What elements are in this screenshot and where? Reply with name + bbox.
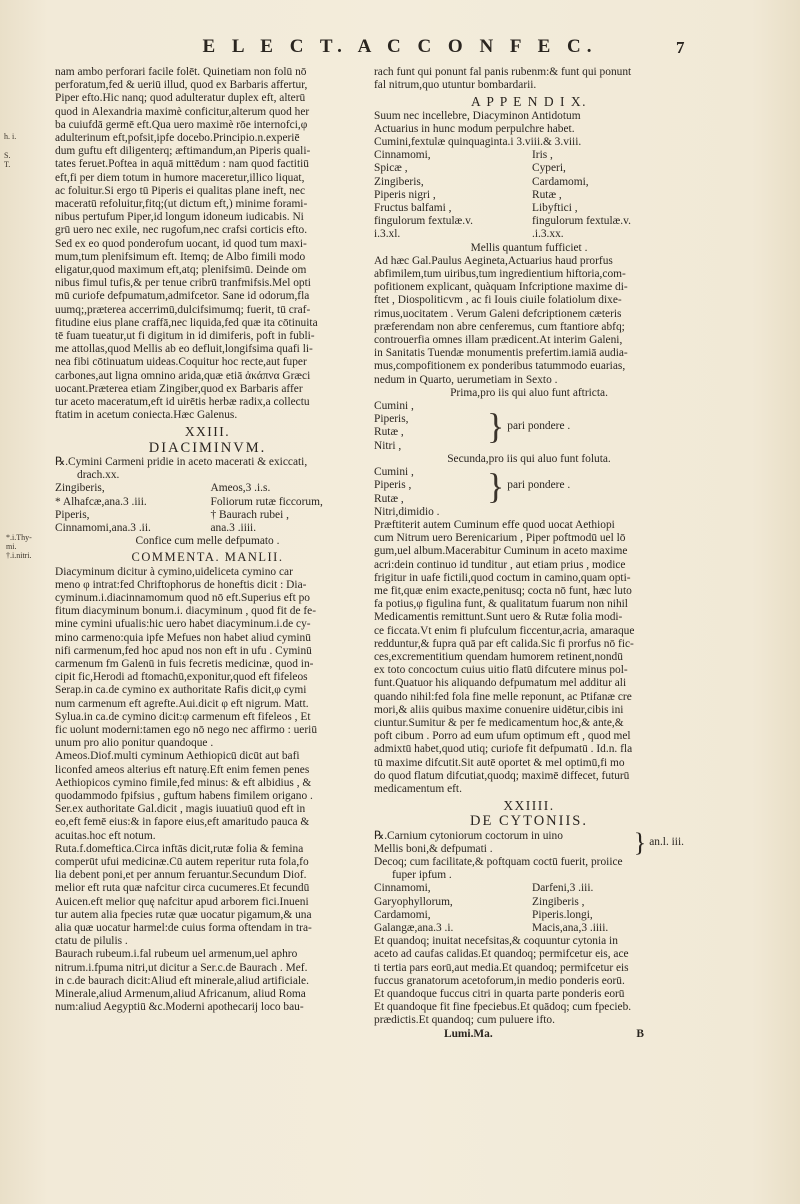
section-number-2: XXIIII. <box>503 798 555 814</box>
text-line: Sed ex eo quod ponderofum uocant, id quod tum maxi- <box>55 237 307 250</box>
section-number: XXIII. <box>184 424 231 440</box>
text-line: præferendam non abre cenferemus, cum ftantiore abfq; <box>374 320 625 333</box>
text-line: ba cuiufdā germē eft.Qua uero maximè rōe internofci,φ <box>55 118 308 131</box>
text-line: mū curiofe defpumatum,admifcetor. Sane id odorum,fla <box>55 290 310 303</box>
text-line: melior eft ruta quæ nafcitur circa cucumeres.Et fecundū <box>55 882 310 895</box>
text-line: num:aliud Aegyptiū &c.Moderni apothecarij loco bau- <box>55 1001 304 1014</box>
recipe-row-cell: Zingiberis, <box>374 175 424 188</box>
recipe-list <box>55 482 360 535</box>
text-line: acri:dein continuo id tunditur , aut etiam prius , modice <box>374 558 626 571</box>
recipe-row-cell: Cardamomi, <box>532 175 589 188</box>
text-line: nam ambo perforari facile folēt. Quinetiam non folū nō <box>55 66 307 78</box>
text-line: Medicamentis remittunt.Sunt uero & Rutæ folia modi- <box>374 611 623 624</box>
text-line: frigitur in uafe fictili,quod coctum in camino,quam opti- <box>374 571 631 584</box>
recipe-row-cell: Zingiberis, <box>55 482 105 495</box>
secunda-items <box>374 466 484 506</box>
recipe-row <box>55 509 360 522</box>
appendix-title: A P P E N D I X. <box>470 94 587 110</box>
text-line: eo,eft femē eius:& in fapore eius,eft amaritudo pauca & <box>55 816 310 829</box>
text-line: ftatim in acetum coniecta.Hæc Galenus. <box>55 409 238 422</box>
recipe-row-cell: Foliorum rutæ ficcorum, <box>210 495 323 508</box>
text-line: comperūt ufui medicinæ.Cū autem reperitur ruta fola,fo <box>55 855 309 868</box>
recipe-row-cell: Piperis, <box>55 508 90 521</box>
text-line: cum Nitrum uero Berenicarium , Piper poftmodū uel lō <box>374 532 626 545</box>
recipe-row-cell: i.3.xl. <box>374 228 401 241</box>
prima-label: pari pondere . <box>507 419 571 432</box>
text-line: Serap.in ca.de cymino ex authoritate Rafis dicit,φ cymi <box>55 684 307 697</box>
text-line: in c.de baurach dicit:Aliud eft minerale,aliud artificiale. <box>55 974 309 987</box>
appendix-text <box>374 255 684 387</box>
text-line: Baurach rubeum.i.fal rubeum uel armenum,uel aphro <box>55 948 298 961</box>
text-line: nitrum.i.fpuma nitri,ut dicitur a Ser.c.de Baurach . Mef. <box>55 961 308 974</box>
left-column <box>55 66 360 1014</box>
prima-block <box>374 400 684 453</box>
text-line: tū maxime difcutit.Sit autē oportet & mel optimū,fi mo <box>374 756 625 769</box>
text-line: mino carmeno:quia ipfe Mefues non habet aliud cyminū <box>55 631 311 644</box>
text-line: acuitas.hoc eft notum. <box>55 829 156 842</box>
recipe-row <box>374 896 684 909</box>
signature-mark: B <box>636 1027 644 1040</box>
text-line: nifi carmenum,fed hoc apud nos non eft in ufu . Cyminū <box>55 644 312 657</box>
text-line: eft,fi per diem totum in humore maceretur,illico liquat, <box>55 171 305 184</box>
recipe-ab-label: an.l. iii. <box>649 836 684 849</box>
secunda-block <box>374 466 684 506</box>
text-line: unum pro alio ponitur quandoque . <box>55 737 214 750</box>
recipe-row-cell: Spicæ , <box>374 162 408 175</box>
recipe-row-cell: Fructus balfami , <box>374 202 452 215</box>
text-line: carbones,aut ligna omnino arida,quæ etiā ἀκάπνα Græci <box>55 369 311 382</box>
text-line: Et quandoque fit fine fpeciebus.Et quādoq; cum fpecieb. <box>374 1001 632 1014</box>
recipe-row-cell: Cinnamomi, <box>374 882 431 895</box>
text-line: ti tertia pars eorū,aut media.Et quandoq; permifcetur eis <box>374 961 629 974</box>
text-line: funt.Quatuor his aliquando defpumatum mel additur ali <box>374 677 627 690</box>
recipe-row <box>374 882 684 895</box>
text-line: aceto ad caufas calidas.Et quandoq; permifcetur eis, ace <box>374 948 629 961</box>
section-title: DIACIMINVM. <box>148 439 267 456</box>
recipe-row-cell: Zingiberis , <box>532 895 585 908</box>
text-line: lia debent poni,et per annum feruantur.Secundum Diof. <box>55 869 307 882</box>
text-line: fitudine eius plane craffā,nec liquida,fed quæ ita cōtinuita <box>55 316 318 329</box>
text-line: perforatum,fed & ueriū illud, quod ex Barbaris affertur, <box>55 79 308 92</box>
margin-note-top: h. i. S. T. <box>4 132 17 169</box>
text-line: mum,tum plenifsimum eft. Itemq; de Albo fimili modo <box>55 250 306 263</box>
closing-text <box>374 935 684 1027</box>
text-line: tē fuam tueatur,ut fi digitum in id dimiferis, poft in fubli- <box>55 330 315 343</box>
recipe-row-cell: Iris , <box>532 149 553 162</box>
recipe-intro: ℞.Cymini Carmeni pridie in aceto macerati & exiccati, <box>55 455 308 468</box>
recipe-row-cell: Garyophyllorum, <box>374 895 453 908</box>
recipe-row-cell: Cinnamomi, <box>374 149 431 162</box>
text-line: abfimilem,tum uiribus,tum ingredientium hiftoria,com- <box>374 268 626 281</box>
recipe-row-cell: † Baurach rubei , <box>210 508 289 521</box>
text-line: eligatur,quod maximum eft,atq; plenifsimū. Deinde om <box>55 264 307 277</box>
text-line: tur autem alia fpecies rutæ quæ uocatur pigamum,& una <box>55 908 312 921</box>
text-line: Cumini,fextulæ quinquaginta.i 3.viii.& 3.viii. <box>374 136 582 149</box>
recipe-row <box>374 162 684 175</box>
ingredient: Piperis , <box>374 479 412 492</box>
recipe-row <box>374 228 684 241</box>
recipe-row-cell: fingulorum fextulæ.v. <box>374 215 473 228</box>
recipe-row <box>55 482 360 495</box>
ingredient: Piperis, <box>374 413 409 426</box>
recipe-row-cell: Cyperi, <box>532 162 566 175</box>
recipe-row <box>374 176 684 189</box>
recipe-row-cell: Piperis.longi, <box>532 908 593 921</box>
recipe-close: Confice cum melle defpumato . <box>135 535 280 548</box>
text-line: tur aceto maceratum,eft id uirētis herbæ radix,a collectu <box>55 396 310 409</box>
recipe-row-cell: Cardamomi, <box>374 908 431 921</box>
section-title-2: DE CYTONIIS. <box>470 813 588 830</box>
text-line: ftet , Diospoliticvm , ac fi Iouis ciuile folatiolum dixe- <box>374 294 622 307</box>
text-line: nea fibi cōtinuatum uideas.Coquitur hoc recte,aut fuper <box>55 356 307 369</box>
text-line: quod in Alexandria maximè conficitur,alterum quod her <box>55 105 310 118</box>
text-line: me attollas,quod Mellis ab eo defluit,longifsima quafi li- <box>55 343 313 356</box>
text-line: maceratū refoluitur,fitq;(ut dictum eft,) minime forami- <box>55 198 308 211</box>
recipe-row <box>374 149 684 162</box>
prima-heading: Prima,pro iis qui aluo funt aftricta. <box>450 386 608 399</box>
recipe-brace-block <box>374 827 684 857</box>
text-line: quodammodo fpifsius , guftum habens fimilem origano . <box>55 789 313 802</box>
ingredient: Rutæ , <box>374 426 404 439</box>
text-line: Aethiopicos cymino fimile,fed minus: & eft albidius , & <box>55 776 312 789</box>
recipe-row-cell: fingulorum fextulæ.v. <box>532 215 631 228</box>
text-line: pofitionem explicant, quàquam Infcriptione maxime di- <box>374 281 628 294</box>
ingredient: Cumini , <box>374 400 414 413</box>
text-line: ces,excrementitium quendam humorem retinent,nondū <box>374 650 623 663</box>
recipe-row-cell: * Alhafcæ,ana.3 .iii. <box>55 495 147 508</box>
text-line: nibus pertufum Piper,id longum idoneum iudicabis. Ni <box>55 211 304 224</box>
text-line: mus,compofitionem ex ponderibus tatummodo euarias, <box>374 360 626 373</box>
text-line: admixtū habet,quod utiq; curiofe fit defpumatū . Id.n. fla <box>374 743 633 756</box>
appendix-close: Mellis quantum fufficiet . <box>470 241 588 254</box>
ingredient: Rutæ , <box>374 492 404 505</box>
text-line: Minerale,aliud Armenum,aliud Africanum, aliud Roma <box>55 988 306 1001</box>
secunda-heading: Secunda,pro iis qui aluo funt foluta. <box>447 452 611 465</box>
recipe-line-d: fuper ipfum . <box>392 869 452 882</box>
recipe-line-b: Mellis boni,& defpumati . <box>374 842 493 855</box>
text-line: fa potius,φ figulina funt, & qualitatum fuarum non nihil <box>374 598 628 611</box>
recipe-row <box>374 922 684 935</box>
text-line: rimus,uocitatem . Verum Galeni defcriptionem cæteris <box>374 307 622 320</box>
recipe-row-cell: .i.3.xx. <box>532 228 564 241</box>
commentary-title: COMMENTA. MANLII. <box>131 550 284 565</box>
text-line: uumq;,præterea accerrimū,dulcifsimumq; fuerit, tū craf- <box>55 303 311 316</box>
appendix-recipe <box>374 149 684 241</box>
recipe-row <box>374 189 684 202</box>
left-intro <box>55 66 360 422</box>
text-line: Diacyminum dicitur à cymino,uideliceta cymino car <box>55 565 293 578</box>
brace-icon: } <box>487 406 505 447</box>
text-line: nedum in Quarto, uerumetiam in Sexto . <box>374 373 558 386</box>
text-line: ce ficcata.Vt enim fi plufculum ficcentur,acria, amaraque <box>374 624 635 637</box>
text-line: Auicen.eft melior quę nafcitur apud arborem fici.Inueni <box>55 895 309 908</box>
text-line: meno φ intrat:fed Chriftophorus de honeftis dicit : Dia- <box>55 578 307 591</box>
text-line: dum guftu eft diligenterq; æftimandum,an Piperis quali- <box>55 145 311 158</box>
appendix-intro <box>374 110 684 150</box>
text-line: ciuntur.Sumitur & per fe medicamentum hoc,& ante,& <box>374 716 624 729</box>
text-line: Præftiterit autem Cuminum effe quod uocat Aethiopi <box>374 518 615 531</box>
page-number: 7 <box>676 38 685 57</box>
recipe-row-cell: Piperis nigri , <box>374 188 436 201</box>
text-line: fic uolunt moderni:tamen ego nō nego nec affirmo : ueriū <box>55 723 318 736</box>
text-line: carmenum fm Galenū in fuis fecretis medicinæ, quod in- <box>55 657 314 670</box>
text-line: Et quandoq; inuitat necefsitas,& coquuntur cytonia in <box>374 935 618 948</box>
text-line: fitum diacyminum bonum.i. diacyminum , quod fit de fe- <box>55 605 316 618</box>
text-line: Suum nec incellebre, Diacyminon Antidotum <box>374 109 581 122</box>
recipe-row-cell: Macis,ana,3 .iiii. <box>532 922 609 934</box>
right-intro <box>374 66 684 92</box>
text-line: redduntur,& fupra quā par eft calida.Sic fi prorfus nō fic- <box>374 637 634 650</box>
text-line: quando nihil:fed fola fine melle reponunt, ac Ptifanæ cre <box>374 690 632 703</box>
secunda-label: pari pondere . <box>507 479 571 492</box>
text-line: Sylua.in ca.de cymino dicit:φ carmenum eft fifeleos , Et <box>55 710 311 723</box>
recipe-line-a: ℞.Carnium cytoniorum coctorum in uino <box>374 829 563 842</box>
text-line: nibus fimul tufis,& per tenue cribrū tranfmifsis.Mel opti <box>55 277 311 290</box>
text-line: rach funt qui ponunt fal panis rubenm:& funt qui ponunt <box>374 66 632 78</box>
text-line: gum,uel album.Macerabitur Cuminum in aceto maxime <box>374 545 628 558</box>
text-line: liconfed ameos alterius eft naturę.Eft enim femen penes <box>55 763 310 776</box>
text-line: do quod flatum difcutiat,quodq; maximē diffecet, futurū <box>374 769 630 782</box>
recipe-row-cell: Darfeni,3 .iii. <box>532 882 594 895</box>
text-line: cipit fic,Herodi ad ftomachū,exponitur,quod eft fifeleos <box>55 671 308 684</box>
recipe-row-cell: Rutæ , <box>532 188 562 201</box>
text-line: poft cibum . Porro ad eum ufum optimum eft , quod mel <box>374 730 631 743</box>
recipe-row <box>374 909 684 922</box>
recipe-row-cell: Cinnamomi,ana.3 .ii. <box>55 521 151 534</box>
text-line: Ser.ex authoritate Gal.dicit , magis iuuatiuū quod eft in <box>55 803 306 816</box>
text-line: ctatu de pilulis . <box>55 935 128 948</box>
prima-items <box>374 400 484 453</box>
text-line: medicamentum eft. <box>374 782 462 795</box>
recipe-row-cell: Libyftici , <box>532 202 578 215</box>
recipe-row-cell: Galangæ,ana.3 .i. <box>374 922 454 934</box>
text-line: cyminum.i.diacinnamomum quod nō eft.Superius eft po <box>55 591 310 604</box>
catchword: Lumi.Ma. <box>444 1027 493 1040</box>
recipe-intro-2: drach.xx. <box>77 469 120 482</box>
text-line: uocant.Præterea etiam Zingiber,quod ex Barbaris affer <box>55 382 303 395</box>
recipe-row <box>374 215 684 228</box>
right-column <box>374 66 684 1041</box>
catchword-line <box>374 1028 684 1041</box>
text-line: me fit,quæ enim exacte,penitusq; cocta nō funt, hæc luto <box>374 584 632 597</box>
ingredient: Cumini , <box>374 466 414 479</box>
text-line: ex toto concoctum cuius uitio flatū difcutere minus pol- <box>374 664 628 677</box>
recipe-row <box>55 522 360 535</box>
text-line: Ad hæc Gal.Paulus Aegineta,Actuarius haud prorfus <box>374 254 613 267</box>
recipe-row <box>55 496 360 509</box>
running-head: E L E C T. A C C O N F E C. <box>202 36 598 57</box>
recipe-row <box>374 202 684 215</box>
text-line: fuccus granatorum acetoforum,in medio ponderis eorū. <box>374 974 625 987</box>
text-line: Ruta.f.domeftica.Circa inftās dicit,rutæ folia & femina <box>55 842 304 855</box>
text-line: controuerfia omnes illam prædicent.At interim Galeni, <box>374 334 623 347</box>
brace-icon: } <box>487 465 505 506</box>
text-line: Et quandoque fuccus citri in quarta parte ponderis eorū <box>374 988 625 1001</box>
main-text <box>374 519 684 796</box>
recipe-row-cell: ana.3 .iiii. <box>210 521 257 534</box>
text-line: ac foluitur.Si ergo tū Piperis ei qualitas plane ineft, nec <box>55 184 306 197</box>
text-line: tates feruet.Poftea in aquā mittēdum : nam quod factitiū <box>55 158 309 171</box>
text-line: mine cymini ufualis:hic uero habet diacyminum.i.de cy- <box>55 618 311 631</box>
text-line: Piper efto.Hic nanq; quod adulteratur duplex eft, alterū <box>55 92 306 105</box>
right-recipe <box>374 882 684 935</box>
text-line: fal nitrum,quo utuntur bombardarii. <box>374 79 537 92</box>
secunda-extra: Nitri,dimidio . <box>374 505 440 518</box>
ingredient: Nitri , <box>374 439 402 452</box>
text-line: grū uero nec exile, nec rugofum,nec crafsi corticis efto. <box>55 224 308 237</box>
text-line: adulterinum eft,pofsit,ipfe docebo.Principio.n.experiē <box>55 132 300 145</box>
recipe-line-c: Decoq; cum facilitate,& poftquam coctū fuerit, proiice <box>374 855 623 868</box>
text-line: alia quæ uocatur harmel:de cuius forma oftendam in tra- <box>55 922 312 934</box>
commentary <box>55 566 360 1015</box>
text-line: prædictis.Et quandoq; cum puluere ifto. <box>374 1014 555 1027</box>
text-line: in Sanitatis Tuendæ monumentis prefertim.iamiā audia- <box>374 347 628 360</box>
text-line: num carmenum eft agrefte.Aui.dicit φ eft nigrum. Matt. <box>55 697 309 710</box>
text-line: mori,& aliis quibus maxime conuenire uidētur,cibis ini <box>374 703 624 716</box>
brace-icon: } <box>633 827 647 857</box>
text-line: Actuarius in hunc modum perpulchre habet. <box>374 122 575 135</box>
recipe-row-cell: Ameos,3 .i.s. <box>210 482 271 495</box>
margin-note-recipe: *.i.Thy- mi. †.i.nitri. <box>6 533 32 560</box>
text-line: Ameos.Diof.multi cyminum Aethiopicū dicūt aut bafi <box>55 750 300 763</box>
